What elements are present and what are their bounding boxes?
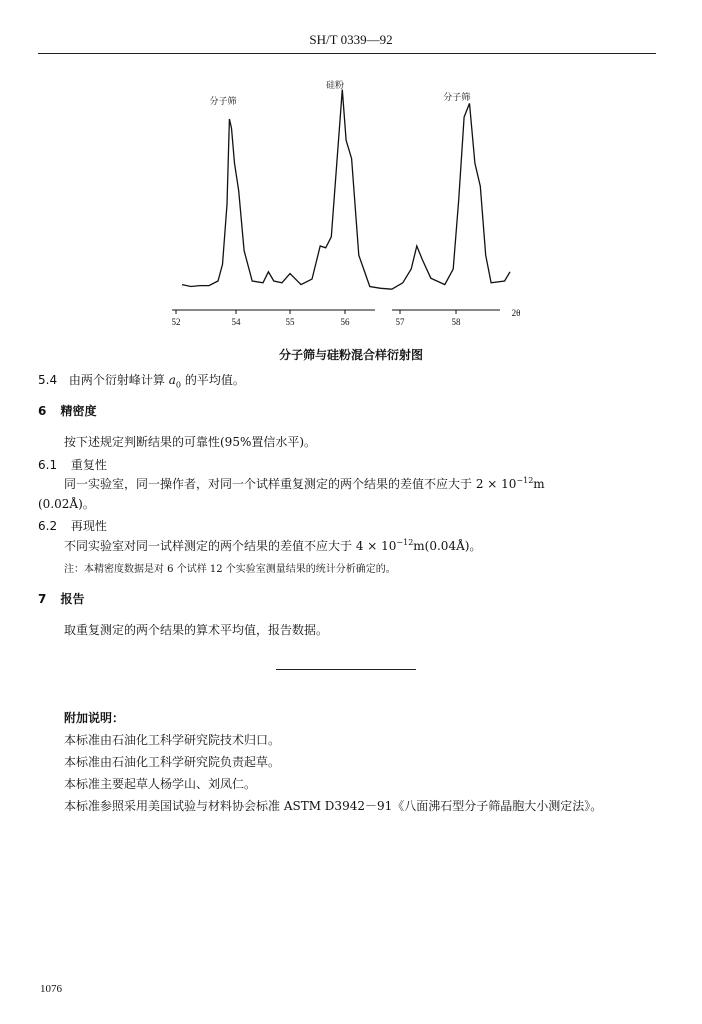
x-tick-label: 52 (171, 317, 181, 327)
header-rule (38, 53, 656, 54)
section-6-heading (38, 402, 97, 419)
section-6-1-line2: (0.02Å)。 (38, 497, 95, 511)
section-title: 重复性 (70, 458, 107, 472)
section-6-2-heading (38, 517, 107, 534)
diffraction-trace (182, 90, 510, 290)
page-number: 1076 (40, 983, 62, 995)
appendix-line: 本标准由石油化工科学研究院技术归口。 (64, 733, 281, 747)
x-tick-label: 55 (285, 317, 295, 327)
end-rule (276, 669, 416, 670)
section-title: 报告 (60, 592, 85, 606)
variable-subscript: 0 (175, 380, 181, 390)
section-text-end: 的平均值。 (181, 373, 245, 387)
section-5-4 (38, 371, 245, 389)
x-axis (172, 308, 521, 327)
x-tick-label: 57 (395, 317, 405, 327)
section-6-intro: 按下述规定判断结果的可靠性(95%置信水平)。 (64, 435, 317, 449)
peak-label: 分子筛 (209, 96, 237, 106)
section-number: 6.1 (38, 458, 58, 472)
peak-labels (209, 79, 470, 106)
section-number: 7 (38, 592, 47, 606)
section-7-heading (38, 590, 85, 607)
exponent: −12 (516, 476, 534, 485)
section-number: 6.2 (38, 519, 58, 533)
appendix-line: 本标准参照采用美国试验与材料协会标准 ASTM D3942－91《八面沸石型分子筛晶胞大小测定法》。 (64, 799, 603, 813)
exponent: −12 (396, 538, 414, 547)
appendix-title: 附加说明： (64, 711, 125, 725)
variable-a: a (168, 373, 176, 387)
standard-code: SH/T 0339—92 (309, 32, 393, 47)
reproducibility-text: 不同实验室对同一试样测定的两个结果的差值不应大于 4 × 10 (64, 539, 397, 553)
repeatability-text: 同一实验室，同一操作者，对同一个试样重复测定的两个结果的差值不应大于 2 × 10 (64, 477, 517, 491)
appendix-line: 本标准主要起草人杨学山、刘凤仁。 (64, 777, 257, 791)
peak-label: 分子筛 (443, 92, 471, 102)
figure-caption: 分子筛与硅粉混合样衍射图 (278, 348, 423, 362)
diffraction-chart (160, 76, 540, 338)
section-text: 由两个衍射峰计算 (68, 373, 169, 387)
x-tick-label: 58 (451, 317, 461, 327)
section-7-body: 取重复测定的两个结果的算术平均值，报告数据。 (64, 623, 329, 637)
section-title: 再现性 (70, 519, 107, 533)
peak-label: 硅粉 (325, 80, 345, 90)
section-6-2-line (64, 537, 481, 554)
x-axis-label: 2θ (511, 308, 521, 318)
section-6-1-line1 (64, 475, 545, 492)
x-tick-label: 56 (340, 317, 350, 327)
precision-note: 注：本精密度数据是对 6 个试样 12 个实验室测量结果的统计分析确定的。 (64, 564, 396, 575)
unit: m(0.04Å)。 (413, 539, 482, 553)
x-tick-label: 54 (231, 317, 241, 327)
unit: m (533, 477, 545, 491)
section-number: 6 (38, 404, 47, 418)
appendix-line: 本标准由石油化工科学研究院负责起草。 (64, 755, 281, 769)
section-number: 5.4 (38, 373, 58, 387)
section-title: 精密度 (60, 404, 97, 418)
section-6-1-heading (38, 456, 107, 473)
